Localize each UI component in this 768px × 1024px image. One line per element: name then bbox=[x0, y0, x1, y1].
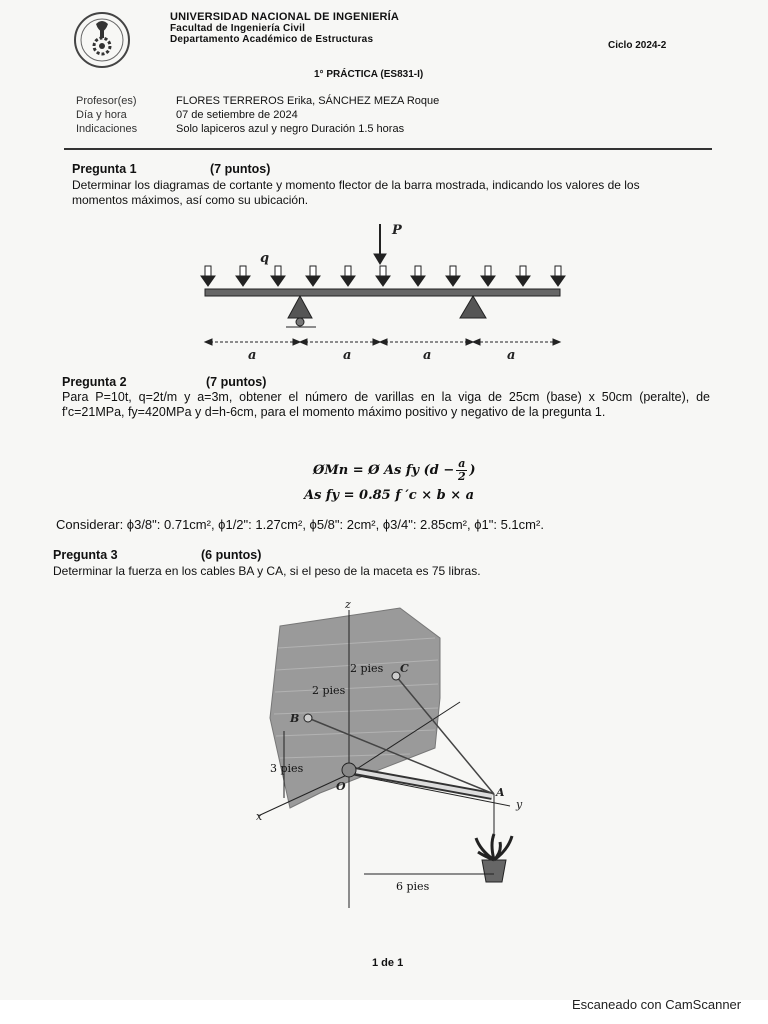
bar-areas-note: Considerar: ϕ3/8": 0.71cm², ϕ1/2": 1.27cm², ϕ5/8": 2cm², ϕ3/4": 2.85cm², ϕ1": 5.1cm². bbox=[56, 517, 544, 532]
beam bbox=[205, 289, 560, 296]
point-o-label: O bbox=[336, 780, 346, 793]
point-c-label: C bbox=[400, 662, 409, 675]
load-arrow-head bbox=[271, 276, 285, 286]
cable-3d-diagram bbox=[250, 598, 550, 918]
equation-moment bbox=[313, 458, 476, 483]
meta-value: 07 de setiembre de 2024 bbox=[176, 109, 298, 121]
equation-lhs: ØMn = Ø As fy (d − bbox=[313, 463, 455, 478]
dimension-line bbox=[205, 339, 560, 345]
dim-b-label: 2 pies bbox=[312, 684, 346, 697]
span-label: a bbox=[423, 348, 432, 363]
load-arrow bbox=[240, 266, 246, 276]
load-arrow bbox=[205, 266, 211, 276]
dim-y-label: 6 pies bbox=[396, 880, 430, 893]
point-load-label: P bbox=[392, 223, 402, 238]
q2-text: Para P=10t, q=2t/m y a=3m, obtener el número de varillas en la viga de 25cm (base) x 50cm (peralte), de f'c=21MPa, fy=420MPa y d=h-6cm, para el momento máximo positivo y negativo de la pregunta 1. bbox=[62, 390, 710, 419]
page-number: 1 de 1 bbox=[372, 957, 404, 969]
equation-rhs: ) bbox=[469, 463, 476, 478]
meta-row-date bbox=[76, 108, 439, 122]
q3-text: Determinar la fuerza en los cables BA y CA, si el peso de la maceta es 75 libras. bbox=[53, 564, 481, 578]
meta-row-professors bbox=[76, 94, 439, 108]
exam-meta bbox=[76, 94, 439, 136]
load-arrow-head bbox=[341, 276, 355, 286]
fraction-numerator: a bbox=[458, 457, 466, 470]
load-arrow-head bbox=[551, 276, 565, 286]
load-arrow-head bbox=[236, 276, 250, 286]
load-arrow bbox=[450, 266, 456, 276]
load-arrow-head bbox=[516, 276, 530, 286]
cycle-label: Ciclo 2024-2 bbox=[608, 40, 667, 51]
scanner-watermark: Escaneado con CamScanner bbox=[572, 997, 742, 1012]
institution-name: UNIVERSIDAD NACIONAL DE INGENIERÍA bbox=[170, 11, 400, 23]
equation-fraction bbox=[456, 458, 467, 483]
load-arrow bbox=[485, 266, 491, 276]
load-arrow bbox=[275, 266, 281, 276]
z-axis-label: z bbox=[345, 598, 351, 611]
load-arrow bbox=[520, 266, 526, 276]
point-b-label: B bbox=[290, 712, 300, 725]
faculty-name: Facultad de Ingeniería Civil bbox=[170, 23, 306, 34]
dim-h-label: 3 pies bbox=[270, 762, 304, 775]
roller-support bbox=[286, 296, 316, 327]
anchor-b bbox=[304, 714, 312, 722]
load-arrow bbox=[555, 266, 561, 276]
point-a-label: A bbox=[496, 786, 505, 799]
pin-support bbox=[460, 296, 486, 318]
q3-title: Pregunta 3 bbox=[53, 548, 118, 562]
x-axis-label: x bbox=[256, 810, 263, 823]
q1-points: (7 puntos) bbox=[210, 162, 271, 176]
dim-c-label: 2 pies bbox=[350, 662, 384, 675]
institution-header bbox=[170, 12, 399, 45]
department-name: Departamento Académico de Estructuras bbox=[170, 34, 374, 45]
meta-row-instructions bbox=[76, 122, 439, 136]
load-arrow bbox=[380, 266, 386, 276]
load-arrow-head bbox=[201, 276, 215, 286]
load-arrow bbox=[310, 266, 316, 276]
q1-text: Determinar los diagramas de cortante y momento flector de la barra mostrada, indicando los valores de los momentos máximos, así como su ubicación. bbox=[72, 178, 640, 207]
load-arrow-head bbox=[446, 276, 460, 286]
university-seal-logo bbox=[70, 10, 134, 70]
boom-highlight bbox=[349, 770, 492, 796]
joint-o bbox=[342, 763, 356, 777]
anchor-c bbox=[392, 672, 400, 680]
y-axis-label: y bbox=[516, 798, 523, 811]
load-arrow-head bbox=[306, 276, 320, 286]
plant-pot bbox=[476, 834, 512, 882]
load-arrow-head bbox=[376, 276, 390, 286]
meta-label: Día y hora bbox=[76, 109, 127, 121]
beam-diagram bbox=[190, 218, 580, 368]
meta-label: Indicaciones bbox=[76, 123, 138, 135]
span-label: a bbox=[507, 348, 516, 363]
distributed-load-label: q bbox=[260, 251, 270, 266]
fraction-denominator: 2 bbox=[457, 470, 466, 483]
load-arrow-head bbox=[411, 276, 425, 286]
q1-title: Pregunta 1 bbox=[72, 162, 137, 176]
load-arrow bbox=[415, 266, 421, 276]
meta-label: Profesor(es) bbox=[76, 95, 137, 107]
distributed-load-arrows bbox=[201, 266, 565, 286]
practice-title: 1° PRÁCTICA (ES831-I) bbox=[314, 69, 424, 80]
header-divider bbox=[64, 148, 712, 150]
q2-title: Pregunta 2 bbox=[62, 375, 127, 389]
load-arrow bbox=[345, 266, 351, 276]
span-label: a bbox=[248, 348, 257, 363]
equation-force: As fy = 0.85 f ′c × b × a bbox=[304, 488, 475, 503]
q3-points: (6 puntos) bbox=[201, 548, 262, 562]
span-label: a bbox=[343, 348, 352, 363]
meta-value: Solo lapiceros azul y negro Duración 1.5 horas bbox=[176, 123, 405, 135]
meta-value: FLORES TERREROS Erika, SÁNCHEZ MEZA Roque bbox=[176, 95, 440, 107]
q2-points: (7 puntos) bbox=[206, 375, 267, 389]
load-arrow-head bbox=[481, 276, 495, 286]
